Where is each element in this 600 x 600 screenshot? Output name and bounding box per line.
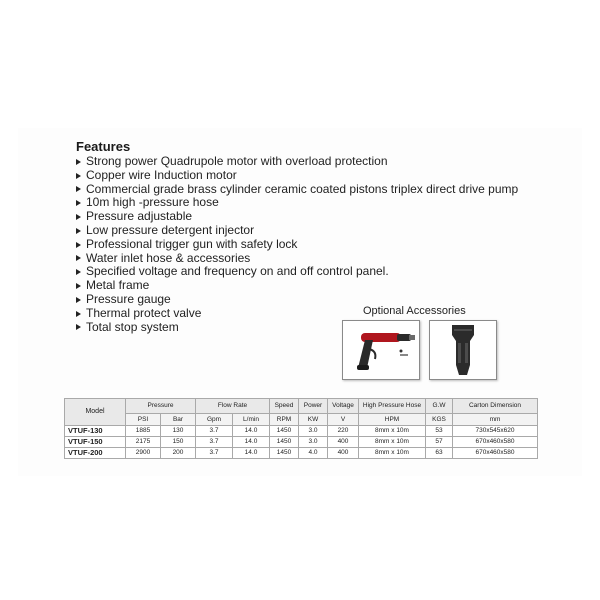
feature-item: Professional trigger gun with safety lock bbox=[74, 238, 518, 252]
table-cell: 63 bbox=[426, 448, 453, 459]
unit-header: RPM bbox=[270, 414, 299, 426]
table-cell: 670x460x580 bbox=[453, 448, 538, 459]
feature-item: Strong power Quadrupole motor with overload protection bbox=[74, 155, 518, 169]
feature-item: Low pressure detergent injector bbox=[74, 224, 518, 238]
table-cell: 14.0 bbox=[233, 437, 270, 448]
unit-header: KW bbox=[299, 414, 328, 426]
table-cell: 200 bbox=[161, 448, 196, 459]
column-header-speed: Speed bbox=[270, 399, 299, 414]
table-cell: 220 bbox=[328, 426, 359, 437]
table-row bbox=[65, 448, 538, 459]
column-header-voltage: Voltage bbox=[328, 399, 359, 414]
table-cell: 130 bbox=[161, 426, 196, 437]
table-cell: 730x545x620 bbox=[453, 426, 538, 437]
table-cell: 400 bbox=[328, 437, 359, 448]
triangle-bullet-icon bbox=[76, 159, 81, 165]
table-cell: 8mm x 10m bbox=[359, 448, 426, 459]
unit-header: HPM bbox=[359, 414, 426, 426]
table-cell: 4.0 bbox=[299, 448, 328, 459]
table-cell: 8mm x 10m bbox=[359, 426, 426, 437]
column-header-power: Power bbox=[299, 399, 328, 414]
table-cell: 3.0 bbox=[299, 426, 328, 437]
triangle-bullet-icon bbox=[76, 255, 81, 261]
unit-header: V bbox=[328, 414, 359, 426]
triangle-bullet-icon bbox=[76, 269, 81, 275]
triangle-bullet-icon bbox=[76, 242, 81, 248]
table-cell: 670x460x580 bbox=[453, 437, 538, 448]
column-header-carton: Carton Dimension bbox=[453, 399, 538, 414]
table-cell: 14.0 bbox=[233, 448, 270, 459]
feature-item: Specified voltage and frequency on and off control panel. bbox=[74, 265, 518, 279]
triangle-bullet-icon bbox=[76, 228, 81, 234]
specification-table bbox=[64, 398, 538, 459]
triangle-bullet-icon bbox=[76, 200, 81, 206]
table-cell: 57 bbox=[426, 437, 453, 448]
trigger-gun-image bbox=[342, 320, 420, 380]
table-cell: 1450 bbox=[270, 426, 299, 437]
feature-item: Metal frame bbox=[74, 279, 518, 293]
unit-header: mm bbox=[453, 414, 538, 426]
triangle-bullet-icon bbox=[76, 324, 81, 330]
table-cell: 2175 bbox=[126, 437, 161, 448]
unit-header: Gpm bbox=[196, 414, 233, 426]
feature-item: Copper wire Induction motor bbox=[74, 169, 518, 183]
table-row bbox=[65, 426, 538, 437]
table-cell: VTUF-130 bbox=[65, 426, 126, 437]
features-heading: Features bbox=[76, 139, 131, 154]
triangle-bullet-icon bbox=[76, 283, 81, 289]
feature-item: 10m high -pressure hose bbox=[74, 196, 518, 210]
triangle-bullet-icon bbox=[76, 214, 81, 220]
table-cell: 400 bbox=[328, 448, 359, 459]
feature-item: Water inlet hose & accessories bbox=[74, 252, 518, 266]
unit-header: L/min bbox=[233, 414, 270, 426]
column-header-pressure: Pressure bbox=[126, 399, 196, 414]
table-cell: 53 bbox=[426, 426, 453, 437]
trigger-gun-icon bbox=[343, 321, 419, 379]
table-cell: 2900 bbox=[126, 448, 161, 459]
column-header-hose: High Pressure Hose bbox=[359, 399, 426, 414]
table-cell: VTUF-150 bbox=[65, 437, 126, 448]
column-header-model: Model bbox=[65, 399, 126, 426]
triangle-bullet-icon bbox=[76, 173, 81, 179]
feature-item: Pressure gauge bbox=[74, 293, 518, 307]
table-cell: VTUF-200 bbox=[65, 448, 126, 459]
feature-item: Commercial grade brass cylinder ceramic coated pistons triplex direct drive pump bbox=[74, 183, 518, 197]
table-cell: 3.7 bbox=[196, 437, 233, 448]
table-cell: 150 bbox=[161, 437, 196, 448]
table-cell: 3.0 bbox=[299, 437, 328, 448]
table-cell: 1450 bbox=[270, 437, 299, 448]
feature-item: Total stop system bbox=[74, 321, 518, 335]
nozzle-icon bbox=[430, 321, 496, 379]
table-cell: 1450 bbox=[270, 448, 299, 459]
table-cell: 1885 bbox=[126, 426, 161, 437]
table-row bbox=[65, 437, 538, 448]
feature-item: Pressure adjustable bbox=[74, 210, 518, 224]
table-cell: 3.7 bbox=[196, 448, 233, 459]
feature-item: Thermal protect valve bbox=[74, 307, 518, 321]
accessories-heading: Optional Accessories bbox=[363, 305, 466, 317]
unit-header: Bar bbox=[161, 414, 196, 426]
column-header-flow-rate: Flow Rate bbox=[196, 399, 270, 414]
unit-header: PSI bbox=[126, 414, 161, 426]
table-cell: 8mm x 10m bbox=[359, 437, 426, 448]
table-cell: 14.0 bbox=[233, 426, 270, 437]
table-cell: 3.7 bbox=[196, 426, 233, 437]
triangle-bullet-icon bbox=[76, 311, 81, 317]
column-header-gw: G.W bbox=[426, 399, 453, 414]
triangle-bullet-icon bbox=[76, 297, 81, 303]
unit-header: KGS bbox=[426, 414, 453, 426]
triangle-bullet-icon bbox=[76, 186, 81, 192]
nozzle-image bbox=[429, 320, 497, 380]
